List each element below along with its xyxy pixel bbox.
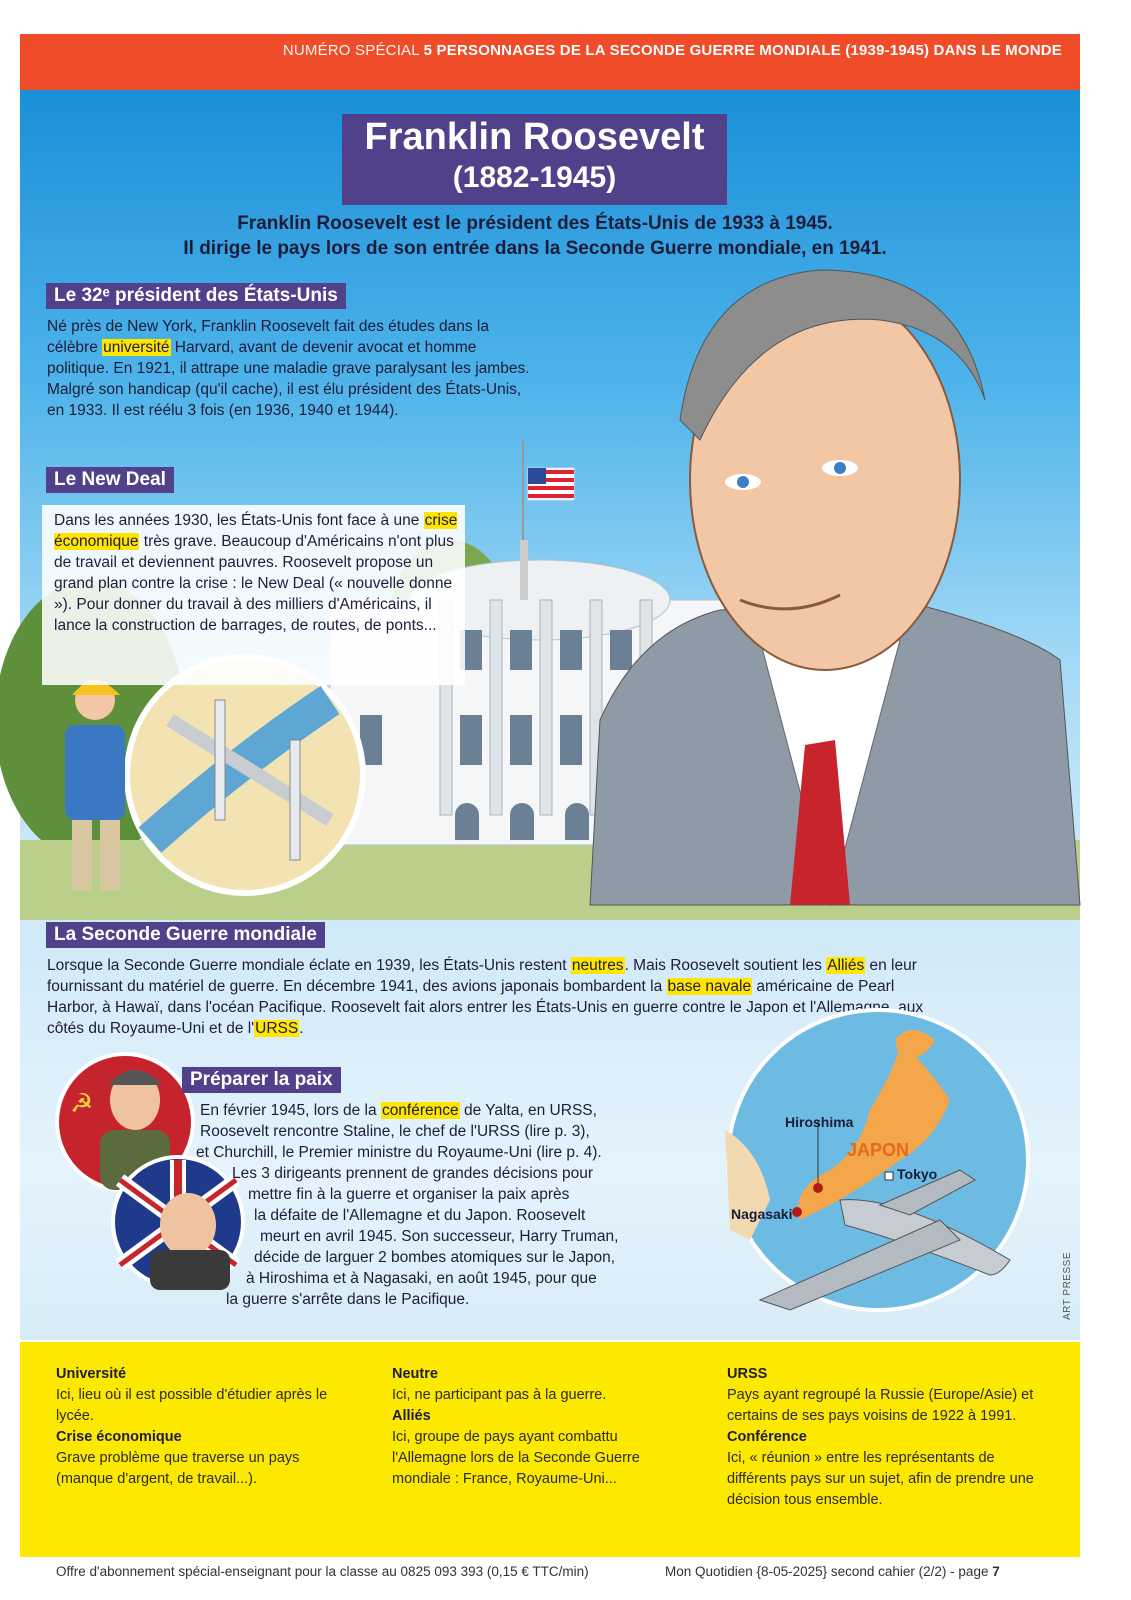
newdeal-paragraph: Dans les années 1930, les États-Unis font face à une crise économique très grave. Beaucoup d'Américains n'ont plus de travail et deviennent pauvres. Roosevelt propose un grand plan contre la crise : le New Deal (« nouvelle donne »). Pour donner du travail à des milliers d'Américains, il lance la construction de barrages, de routes, de ponts... — [54, 512, 458, 634]
footer-page-info: Mon Quotidien {8-05-2025} second cahier (2/2) - page 7 — [665, 1564, 1000, 1579]
peace-line-3: et Churchill, le Premier ministre du Royaume-Uni (lire p. 4). — [196, 1144, 602, 1161]
glossary-definition: Ici, lieu où il est possible d'étudier après le lycée. — [56, 1387, 328, 1424]
peace-line-9: à Hiroshima et à Nagasaki, en août 1945, pour que — [246, 1270, 597, 1287]
map-label-hiroshima: Hiroshima — [785, 1114, 854, 1130]
term-highlight-allies: Alliés — [827, 957, 865, 974]
section-heading-newdeal: Le New Deal — [46, 467, 174, 493]
term-highlight-neutres: neutres — [571, 957, 624, 974]
intro-line-2: Il dirige le pays lors de son entrée dans la Seconde Guerre mondiale, en 1941. — [183, 238, 887, 259]
peace-line-8: décide de larguer 2 bombes atomiques sur le Japon, — [254, 1249, 616, 1266]
glossary-definition: Grave problème que traverse un pays (manque d'argent, de travail...). — [56, 1450, 300, 1487]
glossary-definition: Ici, « réunion » entre les représentants de différents pays sur un sujet, afin de prendre une décision tous ensemble. — [727, 1450, 1034, 1508]
war-paragraph: Lorsque la Seconde Guerre mondiale éclate en 1939, les États-Unis restent neutres. Mais Roosevelt soutient les Alliés en leur fournissant du matériel de guerre. En décembre 1941, des avions japonais bombardent la base navale américaine de Pearl Harbor, à Hawaï, dans l'océan Pacifique. Roosevelt fait alors entrer les États-Unis en guerre contre le Japon et l'Allemagne, aux côtés du Royaume-Uni et de l'URSS. — [47, 957, 924, 1037]
glossary-definition: Ici, ne participant pas à la guerre. — [392, 1387, 607, 1403]
glossary-column-2 — [392, 1364, 692, 1490]
section-heading-war: La Seconde Guerre mondiale — [46, 922, 325, 948]
peace-line-4: Les 3 dirigeants prennent de grandes décisions pour — [232, 1165, 594, 1182]
president-paragraph: Né près de New York, Franklin Roosevelt fait des études dans la célèbre université Harvard, avant de devenir avocat et homme politique. En 1921, il attrape une maladie grave paralysant les jambes. Malgré son handicap (qu'il cache), il est élu président des États-Unis, en 1933. Il est réélu 3 fois (en 1936, 1940 et 1944). — [47, 318, 530, 419]
term-highlight-universite: université — [103, 339, 170, 356]
glossary-term: Université — [56, 1366, 127, 1382]
glossary-term: Neutre — [392, 1366, 438, 1382]
section-heading-president: Le 32ᵉ président des États-Unis — [46, 283, 346, 309]
glossary-column-1 — [56, 1364, 356, 1490]
peace-line-1: En février 1945, lors de la conférence de Yalta, en URSS, — [200, 1102, 597, 1119]
term-highlight-base-navale: base navale — [667, 978, 752, 995]
page-number: 7 — [992, 1564, 1000, 1579]
person-years: (1882-1945) — [452, 161, 617, 194]
glossary-column-3 — [727, 1364, 1042, 1511]
peace-line-7: meurt en avril 1945. Son successeur, Harry Truman, — [260, 1228, 619, 1245]
peace-line-2: Roosevelt rencontre Staline, le chef de l'URSS (lire p. 3), — [200, 1123, 590, 1140]
peace-line-10: la guerre s'arrête dans le Pacifique. — [226, 1291, 470, 1308]
churchill-portrait-illustration — [113, 1157, 243, 1290]
banner-prefix: NUMÉRO SPÉCIAL — [282, 42, 420, 59]
glossary-definition: Ici, groupe de pays ayant combattu l'Allemagne lors de la Seconde Guerre mondiale : France, Royaume-Uni... — [392, 1429, 640, 1487]
glossary-term: Crise économique — [56, 1429, 182, 1445]
term-highlight-crise: crise économique — [54, 512, 458, 550]
svg-text:☭: ☭ — [70, 1089, 94, 1119]
glossary-term: Conférence — [727, 1429, 807, 1445]
section-heading-peace: Préparer la paix — [182, 1067, 341, 1093]
term-highlight-conference: conférence — [381, 1102, 459, 1119]
person-name: Franklin Roosevelt — [364, 116, 705, 158]
illustration-credit: ART PRESSE — [1062, 1252, 1073, 1320]
glossary-term: URSS — [727, 1366, 768, 1382]
term-highlight-urss: URSS — [255, 1020, 299, 1037]
map-label-tokyo: Tokyo — [897, 1166, 938, 1182]
intro-line-1: Franklin Roosevelt est le président des États-Unis de 1933 à 1945. — [237, 213, 833, 234]
map-label-japon: JAPON — [847, 1140, 910, 1160]
footer-subscription: Offre d'abonnement spécial-enseignant pour la classe au 0825 093 393 (0,15 € TTC/min) — [56, 1564, 589, 1579]
map-label-nagasaki: Nagasaki — [731, 1206, 793, 1222]
peace-line-5: mettre fin à la guerre et organiser la paix après — [248, 1186, 570, 1203]
banner-title: 5 PERSONNAGES DE LA SECONDE GUERRE MONDIALE (1939-1945) DANS LE MONDE — [423, 42, 1062, 59]
glossary-term: Alliés — [392, 1408, 431, 1424]
glossary-definition: Pays ayant regroupé la Russie (Europe/Asie) et certains de ses pays voisins de 1922 à 1991. — [727, 1387, 1034, 1424]
peace-line-6: la défaite de l'Allemagne et du Japon. Roosevelt — [254, 1207, 586, 1224]
